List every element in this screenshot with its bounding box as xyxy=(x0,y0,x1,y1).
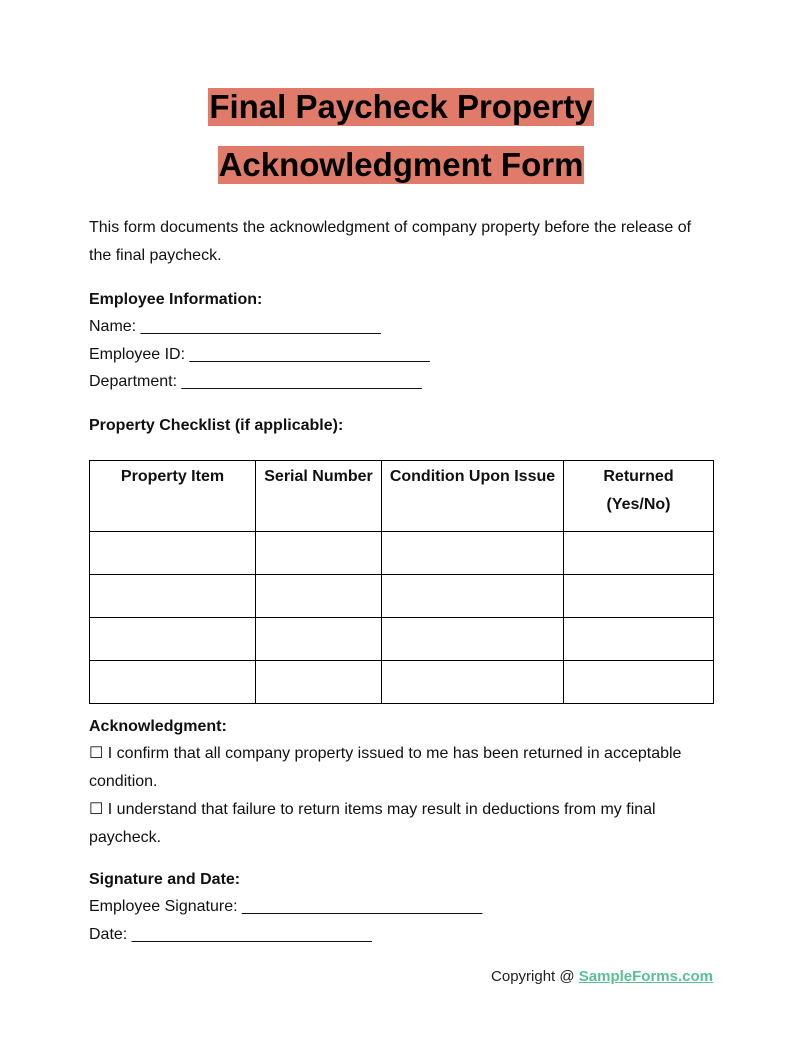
name-field: Name: ___________________________ xyxy=(89,318,381,335)
table-cell xyxy=(90,618,256,661)
date-field: Date: ___________________________ xyxy=(89,926,372,943)
table-cell xyxy=(382,575,564,618)
table-row xyxy=(90,618,714,661)
table-cell xyxy=(382,532,564,575)
title-line-2 xyxy=(0,146,802,184)
employee-signature-field: Employee Signature: ___________________________ xyxy=(89,898,483,915)
acknowledgment-item-2: ☐ I understand that failure to return items may result in deductions from my final paycheck. xyxy=(89,801,656,846)
title-line-1 xyxy=(0,88,802,126)
table-row xyxy=(90,661,714,704)
table-header-row xyxy=(90,461,714,532)
table-cell xyxy=(90,661,256,704)
table-cell xyxy=(564,618,714,661)
intro-paragraph: This form documents the acknowledgment of company property before the release of the final paycheck. xyxy=(89,219,692,264)
column-header: Returned (Yes/No) xyxy=(564,461,714,532)
department-field: Department: ___________________________ xyxy=(89,373,422,390)
table-cell xyxy=(382,618,564,661)
table-cell xyxy=(90,532,256,575)
table-cell xyxy=(564,575,714,618)
checklist-heading: Property Checklist (if applicable): xyxy=(89,417,344,434)
table-row xyxy=(90,532,714,575)
acknowledgment-heading: Acknowledgment: xyxy=(89,718,227,735)
table-cell xyxy=(564,532,714,575)
table-row xyxy=(90,575,714,618)
employee-id-field: Employee ID: ___________________________ xyxy=(89,346,430,363)
table-cell xyxy=(256,618,382,661)
table-cell xyxy=(90,575,256,618)
table-cell xyxy=(256,532,382,575)
title-text-2: Acknowledgment Form xyxy=(218,146,584,183)
table-cell xyxy=(256,661,382,704)
table-cell xyxy=(256,575,382,618)
table-cell xyxy=(564,661,714,704)
signature-heading: Signature and Date: xyxy=(89,871,241,888)
copyright-text: Copyright @ xyxy=(491,968,579,985)
copyright-footer xyxy=(491,968,713,985)
column-header: Property Item xyxy=(90,461,256,532)
table-cell xyxy=(382,661,564,704)
acknowledgment-item-1: ☐ I confirm that all company property issued to me has been returned in acceptable condition. xyxy=(89,745,682,790)
title-text-1: Final Paycheck Property xyxy=(209,88,593,125)
property-checklist-table xyxy=(89,460,714,704)
sampleforms-link[interactable]: SampleForms.com xyxy=(578,968,713,985)
employee-info-heading: Employee Information: xyxy=(89,291,263,308)
column-header: Condition Upon Issue xyxy=(382,461,564,532)
column-header: Serial Number xyxy=(256,461,382,532)
